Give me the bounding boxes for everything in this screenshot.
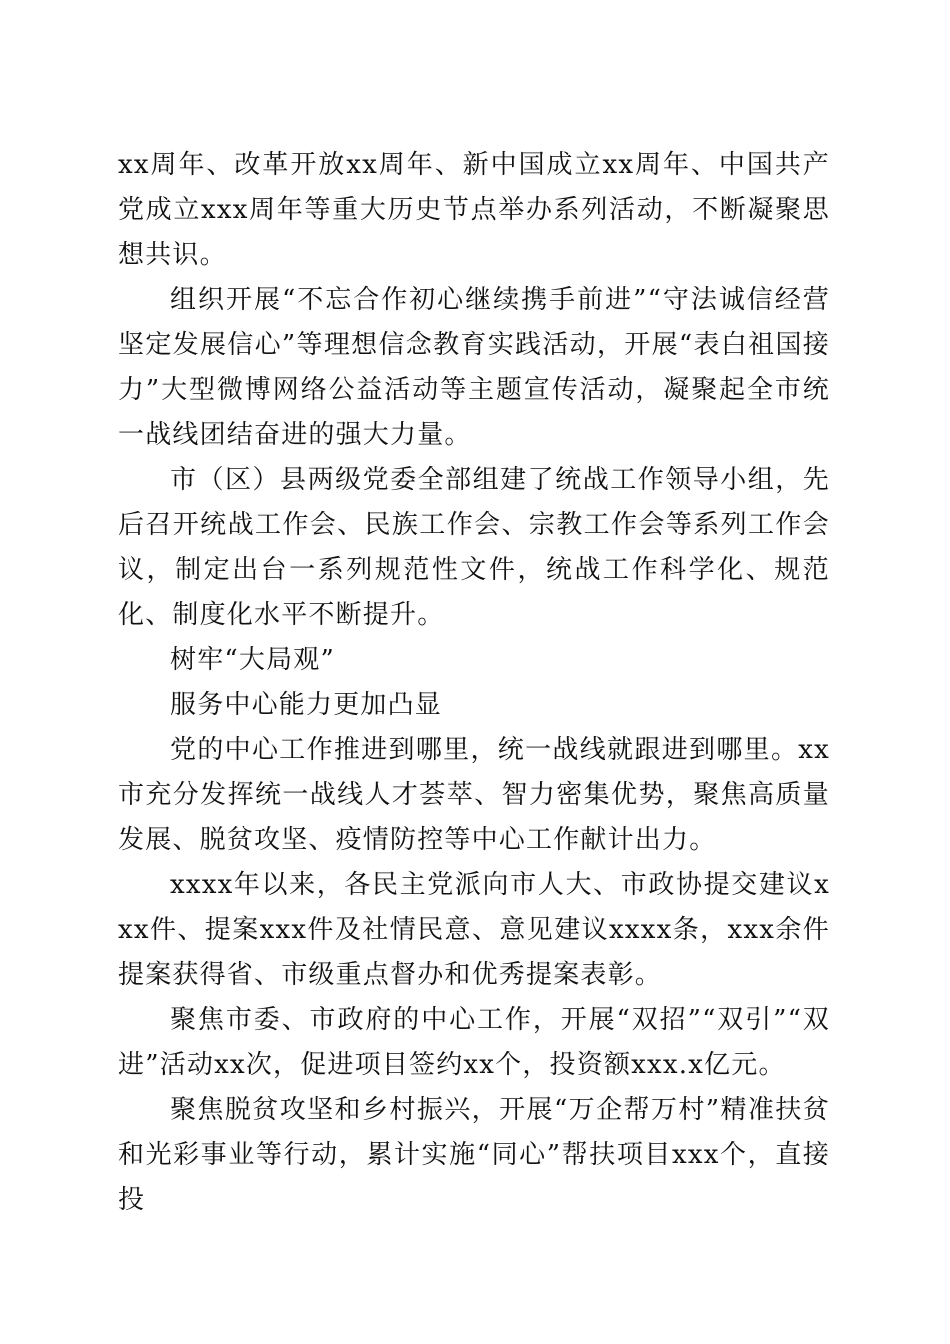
section-heading-1: 树牢“大局观” bbox=[170, 645, 335, 675]
document-body bbox=[118, 143, 830, 1223]
paragraph-4: 党的中心工作推进到哪里，统一战线就跟进到哪里。xx市充分发挥统一战线人才荟萃、智力密集优势，聚焦高质量发展、脱贫攻坚、疫情防控等中心工作献计出力。 bbox=[118, 735, 830, 855]
paragraph-6: 聚焦市委、市政府的中心工作，开展“双招”“双引”“双进”活动xx次，促进项目签约xx个，投资额xxx.x亿元。 bbox=[118, 1005, 830, 1080]
paragraph-2: 组织开展“不忘合作初心继续携手前进”“守法诚信经营坚定发展信心”等理想信念教育实践活动，开展“表白祖国接力”大型微博网络公益活动等主题宣传活动，凝聚起全市统一战线团结奋进的强大力量。 bbox=[118, 285, 830, 450]
paragraph-7: 聚焦脱贫攻坚和乡村振兴，开展“万企帮万村”精准扶贫和光彩事业等行动，累计实施“同心”帮扶项目xxx个，直接投 bbox=[118, 1095, 830, 1215]
paragraph-5: xxxx年以来，各民主党派向市人大、市政协提交建议xxx件、提案xxx件及社情民意、意见建议xxxx条，xxx余件提案获得省、市级重点督办和优秀提案表彰。 bbox=[118, 870, 830, 990]
paragraph-3: 市（区）县两级党委全部组建了统战工作领导小组，先后召开统战工作会、民族工作会、宗教工作会等系列工作会议，制定出台一系列规范性文件，统战工作科学化、规范化、制度化水平不断提升。 bbox=[118, 465, 830, 630]
paragraph-1: xx周年、改革开放xx周年、新中国成立xx周年、中国共产党成立xxx周年等重大历史节点举办系列活动，不断凝聚思想共识。 bbox=[118, 150, 830, 270]
section-heading-2: 服务中心能力更加凸显 bbox=[170, 690, 443, 720]
